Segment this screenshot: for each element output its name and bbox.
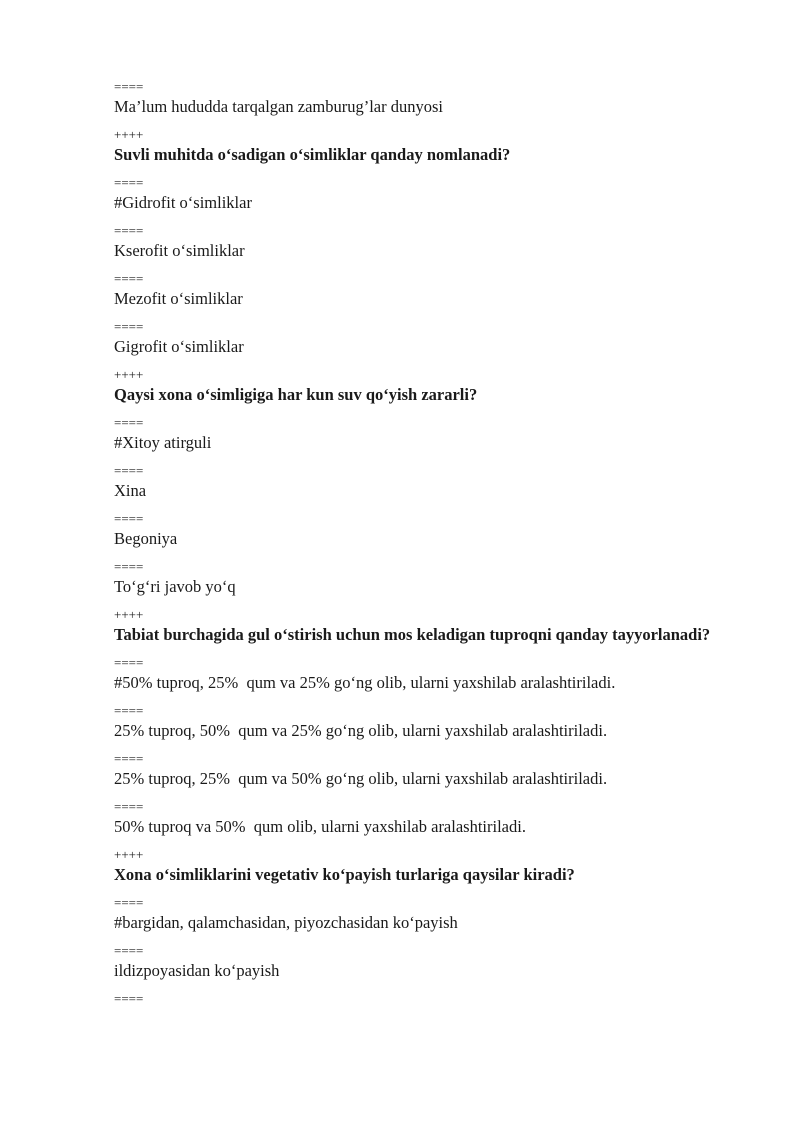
answer-option: #50% tuproq, 25% qum va 25% go‘ng olib, ularni yaxshilab aralashtiriladi. — [114, 673, 616, 692]
answer-option: #Gidrofit o‘simliklar — [114, 193, 252, 212]
separator-line: ++++ — [114, 847, 144, 862]
answer-option: ildizpoyasidan ko‘payish — [114, 961, 280, 980]
answer-option: 25% tuproq, 25% qum va 50% go‘ng olib, ularni yaxshilab aralashtiriladi. — [114, 769, 608, 788]
separator-line: ==== — [114, 751, 144, 766]
answer-option: 50% tuproq va 50% qum olib, ularni yaxshilab aralashtiriladi. — [114, 817, 526, 836]
answer-option: 25% tuproq, 50% qum va 25% go‘ng olib, ularni yaxshilab aralashtiriladi. — [114, 721, 608, 740]
separator-line: ==== — [114, 703, 144, 718]
separator-line: ++++ — [114, 607, 144, 622]
separator-line: ==== — [114, 175, 144, 190]
answer-option: #Xitoy atirguli — [114, 433, 212, 452]
separator-line: ==== — [114, 415, 144, 430]
separator-line: ==== — [114, 271, 144, 286]
answer-option: To‘g‘ri javob yo‘q — [114, 577, 236, 596]
answer-option: Xina — [114, 481, 147, 500]
separator-line: ==== — [114, 463, 144, 478]
question-text: Qaysi xona o‘simligiga har kun suv qo‘yish zararli? — [114, 385, 478, 404]
separator-line: ==== — [114, 559, 144, 574]
answer-option: Ma’lum hududda tarqalgan zamburug’lar dunyosi — [114, 97, 443, 116]
document-body — [114, 79, 714, 1007]
answer-option: Mezofit o‘simliklar — [114, 289, 243, 308]
separator-line: ==== — [114, 943, 144, 958]
separator-line: ==== — [114, 655, 144, 670]
separator-line: ==== — [114, 79, 144, 94]
question-text: Suvli muhitda o‘sadigan o‘simliklar qanday nomlanadi? — [114, 145, 511, 164]
question-text: Tabiat burchagida gul o‘stirish uchun mos keladigan tuproqni qanday tayyorlanadi? — [114, 625, 711, 644]
answer-option: Kserofit o‘simliklar — [114, 241, 245, 260]
separator-line: ==== — [114, 319, 144, 334]
question-text: Xona o‘simliklarini vegetativ ko‘payish turlariga qaysilar kiradi? — [114, 865, 575, 884]
separator-line: ==== — [114, 223, 144, 238]
answer-option: Gigrofit o‘simliklar — [114, 337, 244, 356]
separator-line: ==== — [114, 511, 144, 526]
separator-line: ++++ — [114, 127, 144, 142]
separator-line: ++++ — [114, 367, 144, 382]
separator-line: ==== — [114, 991, 144, 1006]
answer-option: #bargidan, qalamchasidan, piyozchasidan ko‘payish — [114, 913, 458, 932]
separator-line: ==== — [114, 895, 144, 910]
separator-line: ==== — [114, 799, 144, 814]
answer-option: Begoniya — [114, 529, 178, 548]
